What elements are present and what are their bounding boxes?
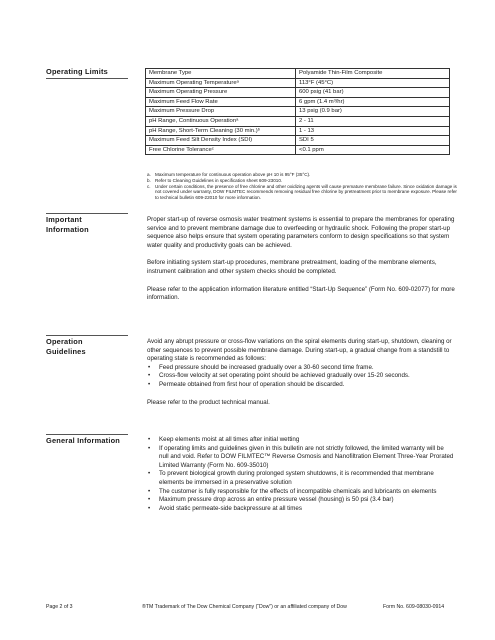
list-item-text: If operating limits and guidelines given in this bulletin are not strictly followed, the limited warranty will be null and void. Refer to DOW FILMTEC™ Reverse Osmosis and Nanofiltration Element Three-Year Prorated Limited Warranty (Form No. 609-35010)	[159, 444, 454, 469]
paragraph: Proper start-up of reverse osmosis water treatment systems is essential to prepare the membranes for operating service and to prevent membrane damage due to overfeeding or hydraulic shock. Following the proper start-up sequence also helps ensure that system operating parameters conform to design specifications so that system water quality and productivity goals can be achieved.	[147, 216, 455, 249]
value-cell: 2 - 11	[296, 116, 450, 126]
paragraph: Please refer to the product technical manual.	[147, 398, 270, 406]
footnote-marker: a.	[147, 172, 151, 177]
list-item: • If operating limits and guidelines given in this bulletin are not strictly followed, the limited warranty will be null and void. Refer to DOW FILMTEC™ Reverse Osmosis and Nanofiltration Element Three-Year Prorated Limited Warranty (Form No. 609-35010)	[148, 444, 454, 469]
footnote-text: Under certain conditions, the presence of free chlorine and other oxidizing agents will cause premature membrane failure. Since oxidation damage is not covered under warranty, DOW FILMTEC recommends removing residual free chlorine by pretreatment prior to membrane exposure. Please refer to technical bulletin 609-22010 for more information.	[155, 183, 457, 201]
section-rule	[46, 78, 128, 79]
table-row	[146, 116, 450, 126]
list-item: • Maximum pressure drop across an entire pressure vessel (housing) is 50 psi (3.4 bar)	[148, 496, 394, 504]
list-item-text: Cross-flow velocity at set operating point should be achieved gradually over 15-20 seconds.	[159, 372, 410, 380]
operation-guidelines-text	[147, 338, 455, 407]
list-item: • Cross-flow velocity at set operating point should be achieved gradually over 15-20 seconds.	[148, 372, 410, 380]
table-row	[146, 136, 450, 146]
footer-page-number: Page 2 of 3	[46, 604, 73, 610]
section-title-line: Information	[46, 225, 89, 234]
list-item-text: The customer is fully responsible for the effects of incompatible chemicals and lubricants on elements	[159, 487, 437, 495]
table-row	[146, 107, 450, 117]
parameter-cell: Free Chlorine Toleranceᶜ	[146, 145, 296, 155]
paragraph: Please refer to the application information literature entitled “Start-Up Sequence” (Form No. 609-02077) for more information.	[147, 285, 455, 302]
value-cell: <0.1 ppm	[296, 145, 450, 155]
value-cell: Polyamide Thin-Film Composite	[296, 69, 450, 79]
list-item: • To prevent biological growth during prolonged system shutdowns, it is recommended that membrane elements be immersed in a preservative solution	[148, 470, 434, 486]
parameter-cell: Maximum Feed Flow Rate	[146, 97, 296, 107]
list-item-text: Permeate obtained from first hour of operation should be discarded.	[159, 380, 345, 388]
footer-form-number: Form No. 609-08030-0914	[383, 604, 445, 610]
operating-limits-table	[145, 68, 450, 155]
footnote-marker: b.	[147, 177, 151, 183]
paragraph: Avoid any abrupt pressure or cross-flow variations on the spiral elements during start-up, shutdown, cleaning or other sequences to prevent possible membrane damage. During start-up, a gradual change from a standstill to operating state is recommended as follows:	[147, 338, 452, 363]
general-information-text	[147, 436, 455, 513]
footnote-marker: c.	[147, 183, 151, 189]
value-cell: 6 gpm (1.4 m³/hr)	[296, 97, 450, 107]
section-rule	[46, 213, 128, 214]
value-cell: 600 psig (41 bar)	[296, 88, 450, 98]
section-rule	[46, 335, 128, 336]
section-title-operating-limits: Operating Limits	[46, 67, 108, 76]
value-cell: 13 psig (0.9 bar)	[296, 107, 450, 117]
section-title-line: Operation	[46, 337, 83, 346]
footer-trademark: ®TM Trademark of The Dow Chemical Company (“Dow”) or an affiliated company of Dow	[142, 604, 347, 610]
section-title-line: Guidelines	[46, 347, 86, 356]
table-row	[146, 145, 450, 155]
table-row	[146, 88, 450, 98]
list-item: • Keep elements moist at all times after initial wetting	[148, 436, 300, 443]
table-footnotes	[147, 172, 457, 201]
parameter-cell: Membrane Type	[146, 69, 296, 79]
list-item: • The customer is fully responsible for the effects of incompatible chemicals and lubricants on elements	[148, 487, 437, 495]
value-cell: 113°F (45°C)	[296, 78, 450, 88]
table-row	[146, 97, 450, 107]
table-row	[146, 69, 450, 79]
parameter-cell: pH Range, Continuous Operationᵃ	[146, 116, 296, 126]
list-item: • Permeate obtained from first hour of operation should be discarded.	[148, 380, 345, 388]
section-title-general-information: General Information	[46, 436, 121, 445]
parameter-cell: Maximum Operating Pressure	[146, 88, 296, 98]
paragraph: Before initiating system start-up procedures, membrane pretreatment, loading of the membrane elements, instrument calibration and other system checks should be completed.	[147, 259, 437, 275]
value-cell: 1 - 13	[296, 126, 450, 136]
table-row	[146, 78, 450, 88]
parameter-cell: Maximum Operating Temperatureᵃ	[146, 78, 296, 88]
list-item: • Feed pressure should be increased gradually over a 30-60 second time frame.	[148, 363, 374, 371]
list-item-text: Avoid static permeate-side backpressure at all times	[159, 504, 302, 512]
general-bullet-list	[147, 436, 455, 513]
list-item-text: Maximum pressure drop across an entire pressure vessel (housing) is 50 psi (3.4 bar)	[159, 496, 394, 504]
important-information-text	[147, 216, 455, 303]
footnote-text: Maximum temperature for continuous operation above pH 10 is 95°F (35°C).	[155, 172, 311, 177]
footnote-text: Refer to Cleaning Guidelines in specification sheet 609-23010.	[155, 177, 283, 183]
operation-bullet-list	[147, 364, 455, 390]
list-item: • Avoid static permeate-side backpressure at all times	[148, 504, 302, 512]
table-row	[146, 126, 450, 136]
list-item-text: Keep elements moist at all times after initial wetting	[159, 436, 300, 443]
parameter-cell: Maximum Pressure Drop	[146, 107, 296, 117]
list-item-text: To prevent biological growth during prolonged system shutdowns, it is recommended that membrane elements be immersed in a preservative solution	[159, 470, 434, 486]
parameter-cell: pH Range, Short-Term Cleaning (30 min.)ᵇ	[146, 126, 296, 136]
footnote	[147, 184, 457, 201]
value-cell: SDI 5	[296, 136, 450, 146]
section-title-important-information	[46, 215, 89, 235]
section-rule	[46, 434, 128, 435]
parameter-cell: Maximum Feed Silt Density Index (SDI)	[146, 136, 296, 146]
section-title-operation-guidelines	[46, 337, 86, 357]
section-title-line: Important	[46, 215, 82, 224]
list-item-text: Feed pressure should be increased gradually over a 30-60 second time frame.	[159, 363, 374, 371]
